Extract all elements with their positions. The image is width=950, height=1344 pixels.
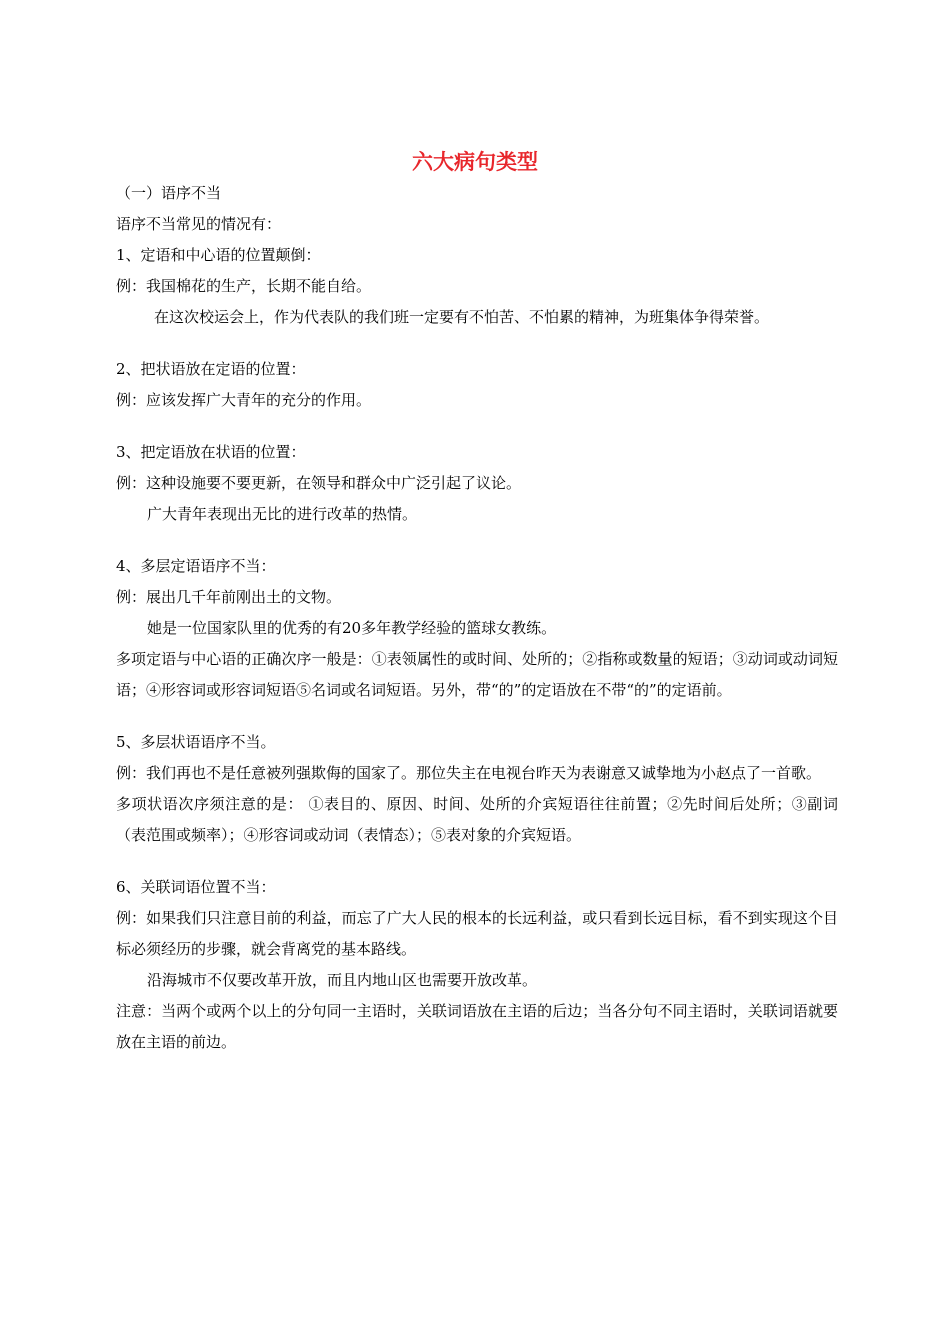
intro-text: 语序不当常见的情况有： bbox=[116, 215, 282, 233]
item-1-heading: 1、定语和中心语的位置颠倒： bbox=[116, 246, 321, 264]
item-3-heading: 3、把定语放在状语的位置： bbox=[116, 443, 306, 461]
spacer bbox=[116, 416, 838, 437]
item-6-heading: 6、关联词语位置不当： bbox=[116, 878, 276, 896]
item-2-example: 例：应该发挥广大青年的充分的作用。 bbox=[116, 391, 372, 409]
item-4-example-2: 她是一位国家队里的优秀的有20多年教学经验的篮球女教练。 bbox=[147, 619, 557, 637]
item-2-heading: 2、把状语放在定语的位置： bbox=[116, 360, 306, 378]
item-5-heading: 5、多层状语语序不当。 bbox=[116, 733, 276, 751]
page-title: 六大病句类型 bbox=[412, 150, 538, 174]
item-5-example: 例：我们再也不是任意被列强欺侮的国家了。那位失主在电视台昨天为表谢意又诚挚地为小赵点了一首歌。 bbox=[116, 764, 822, 782]
item-6-note: 注意：当两个或两个以上的分句同一主语时，关联词语放在主语的后边；当各分句不同主语时，关联词语就要放在主语的前边。 bbox=[116, 1002, 838, 1051]
item-6-example-2: 沿海城市不仅要改革开放，而且内地山区也需要开放改革。 bbox=[147, 971, 538, 989]
section-heading: （一）语序不当 bbox=[116, 184, 222, 202]
spacer bbox=[116, 851, 838, 872]
spacer bbox=[116, 530, 838, 551]
item-1-example-2: 在这次校运会上，作为代表队的我们班一定要有不怕苦、不怕累的精神，为班集体争得荣誉。 bbox=[154, 308, 770, 326]
document-body bbox=[116, 178, 838, 1058]
item-5-note: 多项状语次序须注意的是： ①表目的、原因、时间、处所的介宾短语往往前置；②先时间后处所；③副词（表范围或频率）；④形容词或动词（表情态）；⑤表对象的介宾短语。 bbox=[116, 795, 838, 844]
item-1-example: 例：我国棉花的生产，长期不能自给。 bbox=[116, 277, 372, 295]
spacer bbox=[116, 333, 838, 354]
item-4-example: 例：展出几千年前刚出土的文物。 bbox=[116, 588, 342, 606]
item-4-note: 多项定语与中心语的正确次序一般是：①表领属性的或时间、处所的；②指称或数量的短语；③动词或动词短语；④形容词或形容词短语⑤名词或名词短语。另外，带“的”的定语放在不带“的”的定语前。 bbox=[116, 650, 838, 699]
item-6-example: 例：如果我们只注意目前的利益，而忘了广大人民的根本的长远利益，或只看到长远目标，看不到实现这个目标必须经历的步骤，就会背离党的基本路线。 bbox=[116, 909, 838, 958]
spacer bbox=[116, 706, 838, 727]
item-4-heading: 4、多层定语语序不当： bbox=[116, 557, 276, 575]
item-3-example: 例：这种设施要不要更新，在领导和群众中广泛引起了议论。 bbox=[116, 474, 522, 492]
item-3-example-2: 广大青年表现出无比的进行改革的热情。 bbox=[147, 505, 418, 523]
